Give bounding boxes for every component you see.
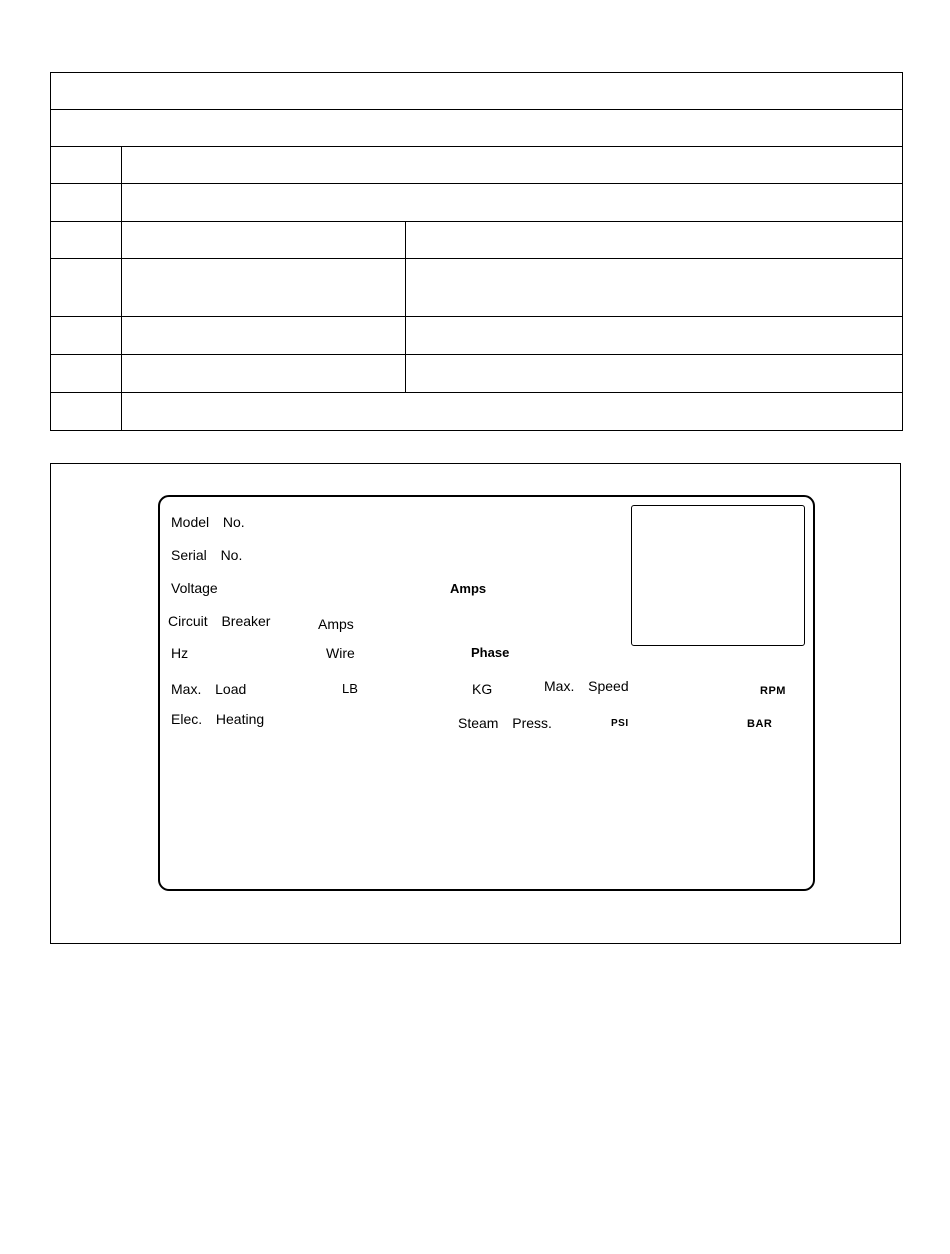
- bar-unit-label: BAR: [747, 718, 773, 730]
- psi-unit-label: PSI: [611, 718, 629, 729]
- rpm-unit-label: RPM: [760, 685, 786, 697]
- form-row-subtitle: [50, 109, 903, 146]
- wire-label: Wire: [326, 645, 355, 661]
- model-no-label: Model No.: [171, 514, 245, 530]
- form-row: [50, 392, 903, 430]
- phase-label: Phase: [471, 645, 510, 660]
- form-row: [50, 146, 903, 183]
- form-row: [50, 354, 903, 392]
- steam-press-label: Steam Press.: [458, 715, 552, 731]
- max-load-label: Max. Load: [171, 681, 247, 697]
- serial-no-label: Serial No.: [171, 547, 243, 563]
- voltage-label: Voltage: [171, 580, 218, 596]
- elec-heating-label: Elec. Heating: [171, 711, 265, 727]
- form-row: [50, 258, 903, 316]
- kg-unit-label: KG: [472, 681, 493, 697]
- hz-label: Hz: [171, 645, 189, 661]
- form-row: [50, 316, 903, 354]
- form-row: [50, 221, 903, 258]
- circuit-breaker-amps-label: Amps: [318, 616, 354, 632]
- form-row: [50, 183, 903, 221]
- circuit-breaker-label: Circuit Breaker: [168, 613, 271, 629]
- lb-unit-label: LB: [342, 681, 358, 696]
- nameplate-logo-box: [631, 505, 805, 646]
- form-row-title: [50, 72, 903, 109]
- max-speed-label: Max. Speed: [544, 678, 629, 694]
- blank-form-table: [50, 72, 903, 431]
- amps-label: Amps: [450, 581, 487, 596]
